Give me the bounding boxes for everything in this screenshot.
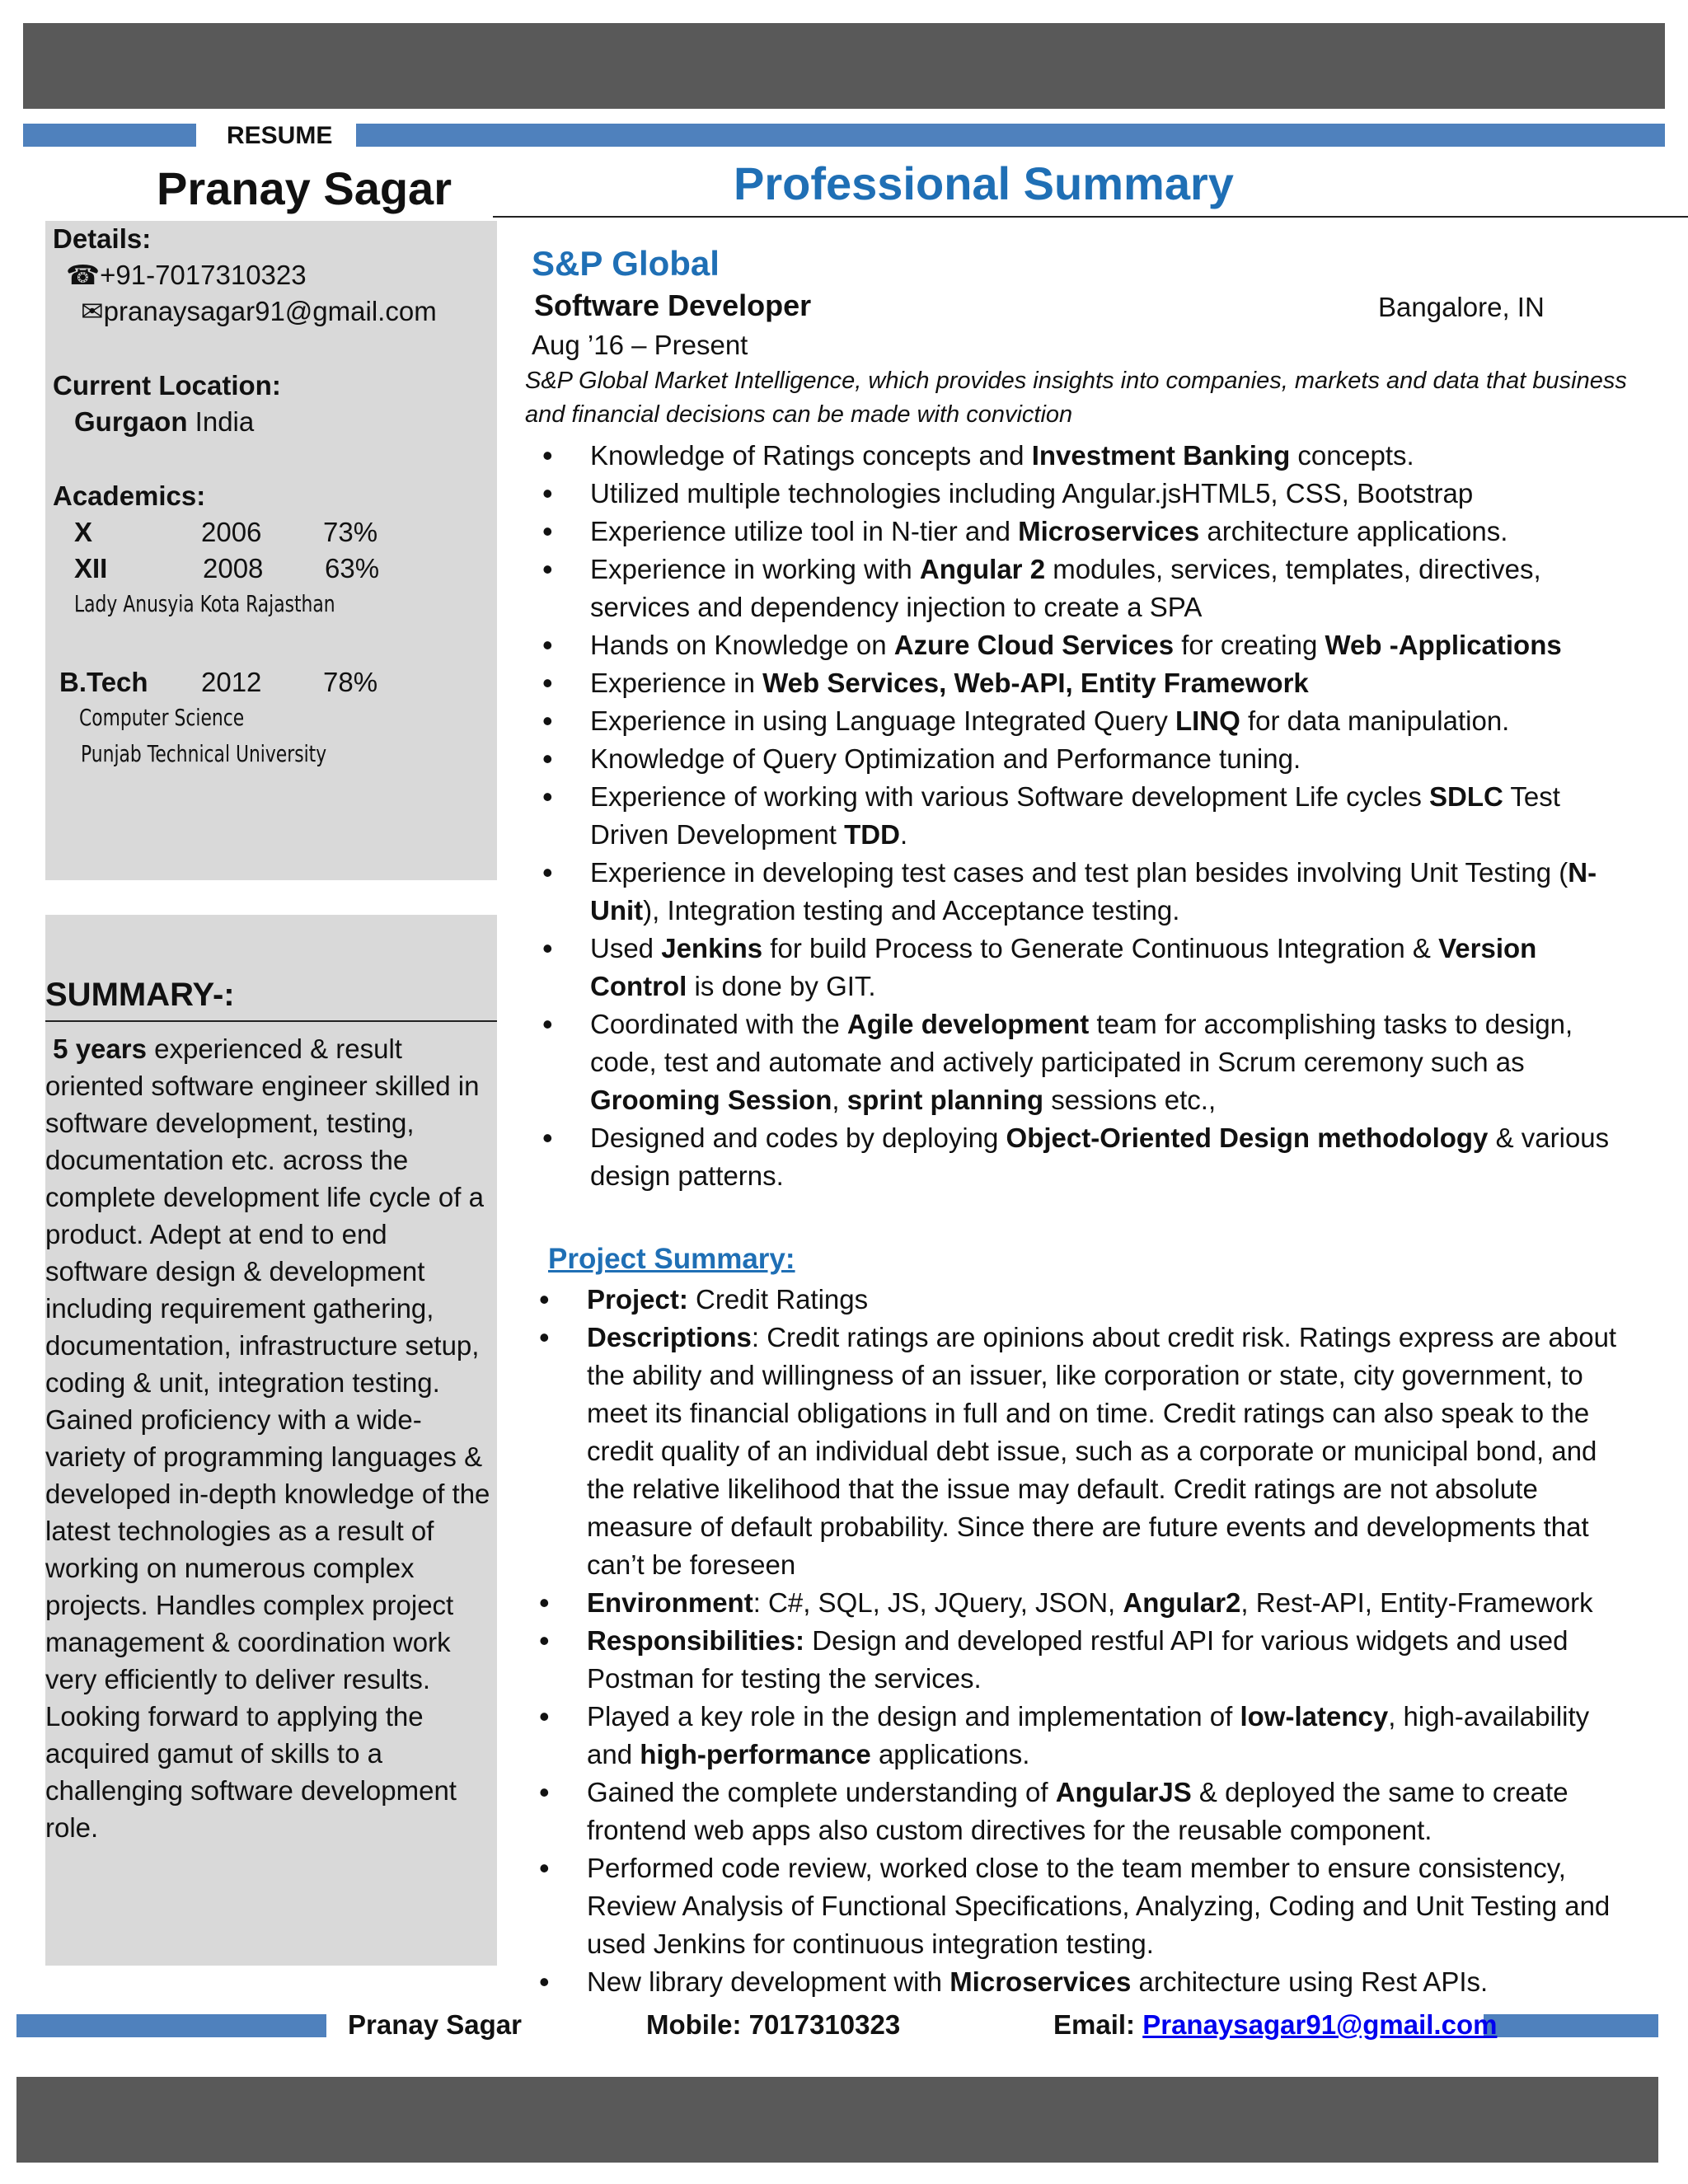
bullets-text: team for accomplishing tasks to design, code, test and automate and actively participated in Scrum ceremony such as	[590, 1009, 1573, 1077]
bullets-text: for creating	[1174, 630, 1325, 660]
project_bullets-item	[528, 1774, 1636, 1849]
bullets-item	[531, 1119, 1635, 1195]
bullets-text: ), Integration testing and Acceptance testing.	[643, 895, 1180, 926]
academic-level-x: X	[74, 517, 93, 547]
footer-email	[1053, 2009, 1497, 2041]
academics-label: Academics:	[53, 480, 206, 511]
bullets-text: Object-Oriented Design methodology	[1006, 1122, 1489, 1153]
bullets-item	[531, 854, 1635, 930]
summary-divider	[45, 1020, 497, 1022]
bullets-text: Designed and codes by deploying	[590, 1122, 1006, 1153]
project_bullets-item	[528, 1319, 1636, 1584]
job-location: Bangalore, IN	[1378, 292, 1545, 322]
bullets-text: sprint planning	[846, 1085, 1044, 1115]
bullets-text: ,	[832, 1085, 847, 1115]
candidate-name: Pranay Sagar	[157, 162, 452, 214]
title-divider	[493, 216, 1688, 218]
bullets-item	[531, 626, 1635, 664]
bullets-item	[531, 930, 1635, 1005]
project_bullets-text: applications.	[870, 1739, 1030, 1769]
bullets-item	[531, 1005, 1635, 1119]
bullets-text: Investment Banking	[1031, 440, 1291, 471]
company-description: S&P Global Market Intelligence, which provides insights into companies, markets and data that business and financial decisions can be made with conviction	[525, 368, 1627, 428]
bullets-text: Azure Cloud Services	[893, 630, 1175, 660]
footer-email-link[interactable]: Pranaysagar91@gmail.com	[1142, 2009, 1498, 2040]
project_bullets-text: Credit Ratings	[687, 1284, 869, 1315]
bullets-text: Knowledge of Ratings concepts and	[590, 440, 1032, 471]
project_bullets-text: Project:	[587, 1284, 688, 1315]
footer-email-label: Email:	[1053, 2009, 1136, 2040]
academic-score-xii: 63%	[325, 553, 380, 583]
project_bullets-text: Performed code review, worked close to the team member to ensure consistency, Review Analysis of Functional Specifications, Analyzing, Coding and Unit Testing and used Jenkins for continuous integration testing.	[587, 1853, 1611, 1959]
location-city: Gurgaon	[74, 406, 188, 437]
bullets-text: Knowledge of Query Optimization and Performance tuning.	[590, 743, 1301, 774]
project_bullets-text: Environment	[587, 1587, 753, 1618]
project_bullets-item	[528, 1281, 1636, 1319]
academic-year-btech: 2012	[201, 667, 262, 697]
bullets-text: Angular 2	[919, 554, 1046, 584]
bullets-text: SDLC	[1429, 781, 1503, 812]
academic-level-xii: XII	[74, 553, 108, 583]
bullets-text: Web -Applications	[1325, 630, 1562, 660]
bullets-text: Experience of working with various Software development Life cycles	[590, 781, 1429, 812]
summary-paragraph	[45, 1030, 490, 1846]
project-bullets	[528, 1281, 1636, 2001]
project_bullets-text: , Rest-API, Entity-Framework	[1240, 1587, 1593, 1618]
bullets-item	[531, 513, 1635, 551]
location-label: Current Location:	[53, 370, 281, 401]
bullets-text: Used	[590, 933, 662, 963]
email-row	[81, 293, 437, 330]
bullets-text: for data manipulation.	[1240, 705, 1510, 736]
project_bullets-text: New library development with	[587, 1966, 950, 1997]
academic-score-x: 73%	[323, 517, 378, 547]
bullets-text: is done by GIT.	[687, 971, 876, 1001]
experience-bullets	[531, 437, 1635, 1195]
bullets-item	[531, 664, 1635, 702]
envelope-icon: ✉	[81, 296, 104, 326]
resume-label: RESUME	[227, 122, 333, 149]
project_bullets-text: Played a key role in the design and implementation of	[587, 1701, 1240, 1732]
academic-year-x: 2006	[201, 517, 262, 547]
project_bullets-text: : C#, SQL, JS, JQuery, JSON,	[753, 1587, 1123, 1618]
bullets-item	[531, 437, 1635, 475]
bullets-text: Grooming Session	[590, 1085, 832, 1115]
summary-heading: SUMMARY-:	[45, 977, 235, 1013]
project_bullets-item	[528, 1963, 1636, 2001]
bullets-item	[531, 475, 1635, 513]
bullets-text: Experience in	[590, 668, 763, 698]
bullets-text: Test Driven Development	[590, 781, 1560, 850]
bullets-text: N-Unit	[590, 857, 1597, 926]
bullets-text: Coordinated with the	[590, 1009, 847, 1039]
bullets-text: Jenkins	[661, 933, 763, 963]
project_bullets-text: low-latency	[1240, 1701, 1389, 1732]
btech-university-row	[81, 740, 396, 767]
bullets-text: Experience utilize tool in N-tier and	[590, 516, 1019, 546]
bullets-text: for build Process to Generate Continuous Integration &	[762, 933, 1439, 963]
bullets-text: .	[899, 819, 908, 850]
bullets-text: Experience in working with	[590, 554, 920, 584]
company-name: S&P Global	[532, 244, 720, 283]
bullets-text: Hands on Knowledge on	[590, 630, 894, 660]
bullets-item	[531, 702, 1635, 740]
bullets-text: Experience in using Language Integrated Query	[590, 705, 1175, 736]
footer-mobile-number: 7017310323	[748, 2009, 901, 2040]
bullets-text: Web Services, Web-API, Entity Framework	[762, 668, 1309, 698]
project_bullets-item	[528, 1622, 1636, 1698]
footer-mobile	[646, 2009, 900, 2041]
footer-name: Pranay Sagar	[348, 2009, 522, 2040]
project_bullets-item	[528, 1849, 1636, 1963]
btech-university: Punjab Technical University	[81, 740, 327, 767]
phone-row	[66, 257, 307, 293]
bullets-item	[531, 740, 1635, 778]
bullets-text: Experience in developing test cases and test plan besides involving Unit Testing (	[590, 857, 1568, 888]
header-bar	[23, 23, 1665, 109]
bullets-text: modules, services, templates, directives, services and dependency injection to create a SPA	[590, 554, 1541, 622]
accent-strip-right	[356, 124, 1665, 147]
bullets-text: Microservices	[1018, 516, 1200, 546]
project_bullets-text: Design and developed restful API for various widgets and used Postman for testing the services.	[587, 1625, 1568, 1694]
bullets-text: Version Control	[590, 933, 1537, 1001]
bullets-item	[531, 778, 1635, 854]
professional-summary-title: Professional Summary	[734, 157, 1234, 209]
project_bullets-item	[528, 1698, 1636, 1774]
location-country: India	[195, 406, 255, 437]
project-summary-heading: Project Summary:	[548, 1243, 795, 1275]
accent-strip-left	[23, 124, 196, 147]
project_bullets-text: & deployed the same to create frontend web apps also custom directives for the reusable component.	[587, 1777, 1568, 1845]
footer-bar	[16, 2077, 1658, 2163]
bullets-text: concepts.	[1290, 440, 1414, 471]
phone-icon: ☎	[66, 260, 101, 290]
footer-mobile-label: Mobile:	[646, 2009, 742, 2040]
project_bullets-text: AngularJS	[1055, 1777, 1192, 1807]
bullets-text: Agile development	[846, 1009, 1090, 1039]
job-dates: Aug ’16 – Present	[532, 330, 748, 360]
academic-level-btech: B.Tech	[59, 667, 148, 697]
summary-years: 5 years	[53, 1033, 147, 1064]
project_bullets-text: Gained the complete understanding of	[587, 1777, 1056, 1807]
btech-branch: Computer Science	[79, 704, 245, 731]
bullets-item	[531, 551, 1635, 626]
email-address: pranaysagar91@gmail.com	[103, 296, 437, 326]
footer-strip-left	[16, 2014, 326, 2037]
bullets-text: TDD	[844, 819, 900, 850]
btech-branch-row	[79, 704, 291, 731]
details-label: Details:	[53, 223, 152, 254]
project_bullets-text: Angular2	[1123, 1587, 1241, 1618]
phone-number: +91-7017310323	[100, 260, 307, 290]
project_bullets-text: Responsibilities:	[587, 1625, 805, 1656]
experience-list-container	[531, 437, 1635, 1195]
project_bullets-text: high-performance	[640, 1739, 871, 1769]
bullets-text: Utilized multiple technologies including Angular.jsHTML5, CSS, Bootstrap	[590, 478, 1474, 509]
academic-year-xii: 2008	[203, 553, 264, 583]
footer-strip-right	[1484, 2014, 1658, 2037]
bullets-text: LINQ	[1175, 705, 1240, 736]
project-list-container	[528, 1281, 1636, 2001]
project_bullets-text: : Credit ratings are opinions about credit risk. Ratings express are about the ability and willingness of an issuer, like corporation or state, city government, to meet its financial obligations in full and on time. Credit ratings can also speak to the credit quality of an individual debt issue, such as a corporate or municipal bond, and the relative likelihood that the issue may default. Credit ratings are not absolute measure of default probability. Since there are future events and developments that can’t be foreseen	[587, 1322, 1617, 1580]
school-name: Lady Anusyia Kota Rajasthan	[74, 590, 335, 617]
project_bullets-text: , high-availability and	[587, 1701, 1590, 1769]
summary-body: experienced & result oriented software engineer skilled in software development, testing, documentation etc. across the complete development life cycle of a product. Adept at end to end software design & development including requirement gathering, documentation, infrastructure setup, coding & unit, integration testing. Gained proficiency with a wide-variety of programming languages & developed in-depth knowledge of the latest technologies as a result of working on numerous complex projects. Handles complex project management & coordination work very efficiently to deliver results. Looking forward to applying the acquired gamut of skills to a challenging software development role.	[45, 1033, 490, 1843]
project_bullets-text: architecture using Rest APIs.	[1131, 1966, 1489, 1997]
school-name-row	[74, 590, 409, 617]
academic-score-btech: 78%	[323, 667, 378, 697]
bullets-text: sessions etc.,	[1043, 1085, 1217, 1115]
bullets-text: architecture applications.	[1199, 516, 1508, 546]
location-value	[74, 404, 254, 440]
job-role: Software Developer	[534, 288, 812, 322]
project_bullets-text: Descriptions	[587, 1322, 752, 1352]
project_bullets-text: Microservices	[950, 1966, 1132, 1997]
project_bullets-item	[528, 1584, 1636, 1622]
bullets-text: & various design patterns.	[590, 1122, 1610, 1191]
